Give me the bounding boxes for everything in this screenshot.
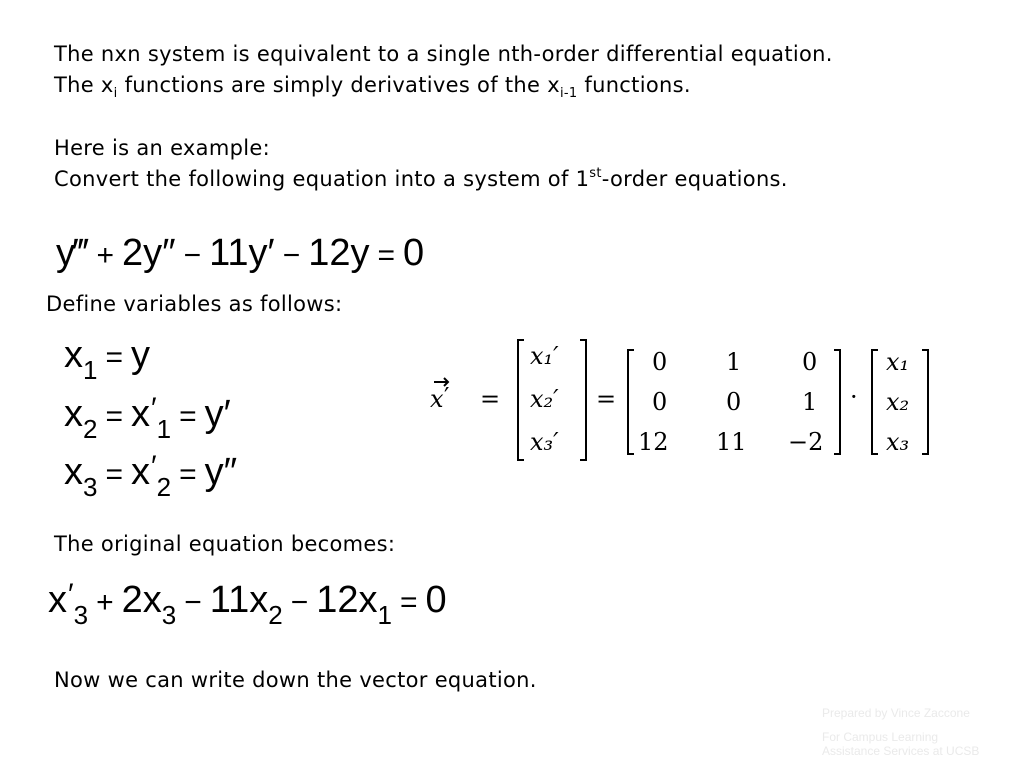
define-label: Define variables as follows: (46, 292, 343, 316)
lhs-vec-right-bracket (580, 340, 586, 460)
def1-lhs-sub: 1 (83, 355, 98, 385)
intro-line-2-post: functions. (577, 73, 691, 97)
new-eq-rhs: 0 (425, 579, 447, 621)
rhs-vec-1: x₂ (886, 388, 910, 416)
new-eq-term-4: 12x (316, 579, 378, 621)
new-eq-term-1-prime: ′ (68, 578, 74, 611)
def2-equals-2: = (179, 400, 197, 433)
matrix-dot: · (850, 383, 858, 411)
new-eq-term-3: 11x (209, 579, 269, 621)
matrix-r0-c1: 1 (726, 348, 742, 376)
lhs-vec-0: x₁′ (530, 342, 559, 370)
def3-lhs-sub: 3 (83, 472, 98, 502)
def2-mid: x (131, 393, 150, 435)
matrix-r2-c1: 11 (716, 428, 747, 456)
matrix-left-bracket (628, 350, 634, 454)
matrix-r1-c2: 1 (802, 388, 818, 416)
main-eq-equals: = (377, 239, 396, 272)
matrix-lhs-prime: ′ (444, 383, 450, 411)
main-eq-term-2: 2y″ (121, 232, 176, 274)
new-eq-term-4-sub: 1 (377, 600, 392, 630)
matrix-r1-c1: 0 (726, 388, 742, 416)
intro-line-2-mid: functions are simply derivatives of the x (117, 73, 560, 97)
def2-mid-sub: 1 (156, 414, 172, 444)
main-eq-term-1: y‴ (56, 232, 89, 274)
main-equation (56, 232, 424, 275)
intro-line-3: Here is an example: (54, 136, 270, 160)
main-eq-op-3: − (282, 239, 301, 272)
watermark-line-3: Assistance Services at UCSB (822, 744, 980, 758)
definition-1 (64, 334, 150, 386)
watermark-line-2: For Campus Learning (822, 730, 939, 744)
intro-line-1: The nxn system is equivalent to a single nth-order differential equation. (54, 42, 833, 66)
def3-mid-prime: ′ (151, 450, 157, 483)
def3-mid: x (131, 451, 150, 493)
lhs-vec-2: x₃′ (530, 428, 559, 456)
intro-line-2-sub2: i-1 (559, 86, 578, 101)
lhs-vec-1: x₂′ (530, 385, 559, 413)
matrix-r2-c0: 12 (638, 428, 669, 456)
matrix-r0-c2: 0 (802, 348, 818, 376)
matrix-r0-c0: 0 (652, 348, 668, 376)
def3-lhs: x (64, 451, 83, 493)
def1-rhs: y (131, 334, 150, 376)
rhs-vec-0: x₁ (886, 348, 910, 376)
new-eq-term-1-sub: 3 (73, 600, 89, 630)
matrix-eq-2: = (596, 385, 617, 413)
main-eq-op-2: − (183, 239, 202, 272)
new-eq-op-2: − (184, 586, 202, 619)
intro-line-4-post: -order equations. (601, 167, 788, 191)
def3-equals-2: = (179, 458, 197, 491)
intro-line-4-pre: Convert the following equation into a system of 1 (54, 167, 590, 191)
main-eq-term-3: 11y′ (209, 232, 275, 274)
def2-equals-1: = (105, 400, 123, 433)
becomes-label: The original equation becomes: (54, 532, 396, 556)
definition-3 (64, 450, 237, 503)
def1-lhs: x (64, 334, 83, 376)
def2-mid-prime: ′ (151, 392, 157, 425)
def3-equals-1: = (105, 458, 123, 491)
main-eq-term-4: 12y (308, 232, 370, 274)
matrix-lhs-var: x (430, 385, 444, 413)
rhs-vec-left-bracket (872, 350, 878, 454)
main-eq-rhs: 0 (403, 232, 425, 274)
matrix-brackets (426, 336, 946, 466)
new-eq-term-3-sub: 2 (268, 600, 283, 630)
new-eq-op-3: − (290, 586, 309, 619)
matrix-eq-1: = (480, 385, 501, 413)
def3-rhs: y″ (204, 451, 238, 493)
new-equation (48, 578, 447, 631)
rhs-vec-2: x₃ (886, 428, 910, 456)
new-eq-term-2: 2x (121, 579, 162, 621)
def2-lhs-sub: 2 (83, 414, 98, 444)
intro-line-2-pre: The x (54, 73, 114, 97)
intro-line-4-sup: st (589, 166, 602, 181)
closing-text: Now we can write down the vector equation. (54, 668, 537, 692)
rhs-vec-right-bracket (922, 350, 928, 454)
intro-line-4 (54, 166, 788, 191)
matrix-r2-c2: −2 (788, 428, 824, 456)
def1-equals: = (105, 341, 123, 374)
matrix-equation (426, 336, 946, 466)
lhs-vec-left-bracket (518, 340, 524, 460)
new-eq-op-1: + (96, 586, 114, 619)
intro-line-2-sub1: i (113, 86, 118, 101)
definition-2 (64, 392, 231, 445)
watermark-line-1: Prepared by Vince Zaccone (822, 706, 970, 720)
new-eq-equals: = (399, 586, 418, 619)
def2-rhs: y′ (204, 393, 231, 435)
intro-line-2 (54, 73, 691, 101)
new-eq-term-2-sub: 3 (161, 600, 177, 630)
def2-lhs: x (64, 393, 83, 435)
new-eq-term-1: x (48, 579, 67, 621)
main-eq-op-1: + (96, 239, 114, 272)
def3-mid-sub: 2 (156, 472, 172, 502)
matrix-right-bracket (834, 350, 840, 454)
matrix-r1-c0: 0 (652, 388, 668, 416)
